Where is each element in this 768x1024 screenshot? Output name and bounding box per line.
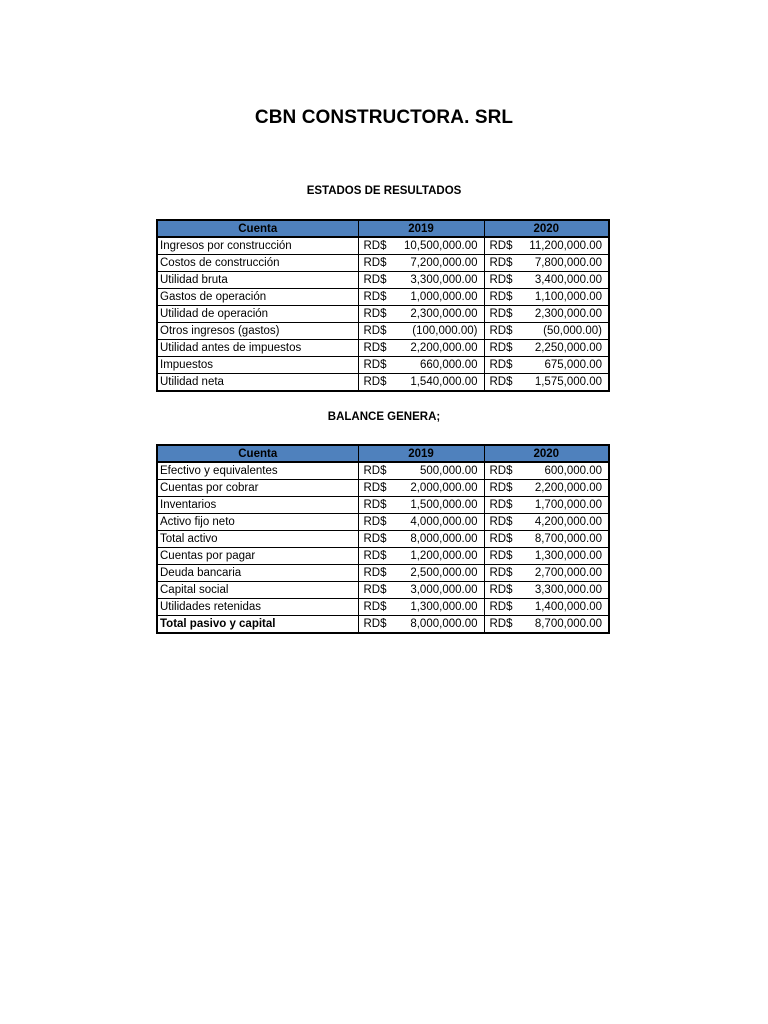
value-2019: 4,000,000.00	[398, 514, 484, 531]
value-2020: 2,200,000.00	[524, 480, 609, 497]
currency-2019: RD$	[358, 462, 398, 480]
value-2019: 2,500,000.00	[398, 565, 484, 582]
row-label: Cuentas por pagar	[157, 548, 358, 565]
value-2019: 1,500,000.00	[398, 497, 484, 514]
header-account: Cuenta	[157, 220, 358, 237]
row-label: Inventarios	[157, 497, 358, 514]
table-row	[157, 374, 609, 392]
value-2019: 1,000,000.00	[398, 289, 484, 306]
currency-2020: RD$	[484, 480, 524, 497]
table-row	[157, 323, 609, 340]
currency-2020: RD$	[484, 323, 524, 340]
currency-2019: RD$	[358, 582, 398, 599]
currency-2019: RD$	[358, 357, 398, 374]
table-row	[157, 340, 609, 357]
currency-2019: RD$	[358, 323, 398, 340]
currency-2020: RD$	[484, 582, 524, 599]
value-2020: 1,575,000.00	[524, 374, 609, 392]
value-2019: 500,000.00	[398, 462, 484, 480]
currency-2019: RD$	[358, 255, 398, 272]
row-label: Utilidad bruta	[157, 272, 358, 289]
income-statement-table	[156, 219, 610, 392]
currency-2020: RD$	[484, 616, 524, 634]
table-row	[157, 599, 609, 616]
currency-2020: RD$	[484, 237, 524, 255]
row-label: Otros ingresos (gastos)	[157, 323, 358, 340]
table-header-row	[157, 445, 609, 462]
value-2020: 1,300,000.00	[524, 548, 609, 565]
row-label: Impuestos	[157, 357, 358, 374]
row-label: Ingresos por construcción	[157, 237, 358, 255]
value-2019: 1,540,000.00	[398, 374, 484, 392]
value-2020: 3,300,000.00	[524, 582, 609, 599]
row-label: Total activo	[157, 531, 358, 548]
currency-2019: RD$	[358, 599, 398, 616]
currency-2019: RD$	[358, 514, 398, 531]
value-2020: 4,200,000.00	[524, 514, 609, 531]
row-label: Total pasivo y capital	[157, 616, 358, 634]
currency-2020: RD$	[484, 289, 524, 306]
income-statement-body	[157, 237, 609, 391]
header-year-2020: 2020	[484, 445, 609, 462]
value-2019: 8,000,000.00	[398, 531, 484, 548]
currency-2019: RD$	[358, 616, 398, 634]
currency-2020: RD$	[484, 565, 524, 582]
table-row	[157, 514, 609, 531]
value-2019: 3,300,000.00	[398, 272, 484, 289]
value-2020: 3,400,000.00	[524, 272, 609, 289]
value-2020: 11,200,000.00	[524, 237, 609, 255]
header-year-2020: 2020	[484, 220, 609, 237]
value-2020: 1,100,000.00	[524, 289, 609, 306]
currency-2020: RD$	[484, 462, 524, 480]
currency-2020: RD$	[484, 374, 524, 392]
row-label: Utilidades retenidas	[157, 599, 358, 616]
currency-2020: RD$	[484, 340, 524, 357]
currency-2020: RD$	[484, 306, 524, 323]
value-2020: 2,700,000.00	[524, 565, 609, 582]
value-2019: 8,000,000.00	[398, 616, 484, 634]
table-row	[157, 616, 609, 634]
currency-2019: RD$	[358, 340, 398, 357]
currency-2020: RD$	[484, 272, 524, 289]
table-header-row	[157, 220, 609, 237]
currency-2019: RD$	[358, 565, 398, 582]
table-row	[157, 289, 609, 306]
value-2019: (100,000.00)	[398, 323, 484, 340]
value-2019: 1,300,000.00	[398, 599, 484, 616]
currency-2019: RD$	[358, 548, 398, 565]
row-label: Utilidad antes de impuestos	[157, 340, 358, 357]
value-2020: 8,700,000.00	[524, 616, 609, 634]
balance-sheet-table	[156, 444, 610, 634]
table-row	[157, 357, 609, 374]
balance-sheet-title: BALANCE GENERA;	[327, 411, 441, 423]
table-row	[157, 531, 609, 548]
value-2019: 2,200,000.00	[398, 340, 484, 357]
currency-2020: RD$	[484, 255, 524, 272]
table-row	[157, 462, 609, 480]
currency-2019: RD$	[358, 531, 398, 548]
row-label: Utilidad de operación	[157, 306, 358, 323]
currency-2020: RD$	[484, 599, 524, 616]
currency-2020: RD$	[484, 531, 524, 548]
table-row	[157, 497, 609, 514]
table-row	[157, 582, 609, 599]
row-label: Costos de construcción	[157, 255, 358, 272]
row-label: Activo fijo neto	[157, 514, 358, 531]
value-2019: 10,500,000.00	[398, 237, 484, 255]
value-2020: 8,700,000.00	[524, 531, 609, 548]
table-row	[157, 237, 609, 255]
currency-2020: RD$	[484, 497, 524, 514]
currency-2019: RD$	[358, 306, 398, 323]
row-label: Deuda bancaria	[157, 565, 358, 582]
currency-2020: RD$	[484, 514, 524, 531]
value-2019: 3,000,000.00	[398, 582, 484, 599]
income-statement-title: ESTADOS DE RESULTADOS	[306, 185, 462, 197]
value-2019: 2,000,000.00	[398, 480, 484, 497]
value-2019: 1,200,000.00	[398, 548, 484, 565]
balance-sheet-body	[157, 462, 609, 633]
value-2020: 1,700,000.00	[524, 497, 609, 514]
currency-2019: RD$	[358, 289, 398, 306]
value-2020: 1,400,000.00	[524, 599, 609, 616]
table-row	[157, 548, 609, 565]
value-2019: 660,000.00	[398, 357, 484, 374]
currency-2019: RD$	[358, 374, 398, 392]
value-2020: 2,300,000.00	[524, 306, 609, 323]
value-2019: 2,300,000.00	[398, 306, 484, 323]
row-label: Capital social	[157, 582, 358, 599]
value-2020: (50,000.00)	[524, 323, 609, 340]
table-row	[157, 480, 609, 497]
table-row	[157, 565, 609, 582]
currency-2019: RD$	[358, 480, 398, 497]
currency-2019: RD$	[358, 272, 398, 289]
row-label: Gastos de operación	[157, 289, 358, 306]
header-account: Cuenta	[157, 445, 358, 462]
row-label: Efectivo y equivalentes	[157, 462, 358, 480]
currency-2019: RD$	[358, 237, 398, 255]
value-2020: 2,250,000.00	[524, 340, 609, 357]
page-title: CBN CONSTRUCTORA. SRL	[254, 107, 514, 128]
currency-2019: RD$	[358, 497, 398, 514]
value-2020: 600,000.00	[524, 462, 609, 480]
header-year-2019: 2019	[358, 220, 484, 237]
value-2019: 7,200,000.00	[398, 255, 484, 272]
row-label: Cuentas por cobrar	[157, 480, 358, 497]
currency-2020: RD$	[484, 548, 524, 565]
value-2020: 675,000.00	[524, 357, 609, 374]
row-label: Utilidad neta	[157, 374, 358, 392]
currency-2020: RD$	[484, 357, 524, 374]
table-row	[157, 272, 609, 289]
value-2020: 7,800,000.00	[524, 255, 609, 272]
table-row	[157, 255, 609, 272]
table-row	[157, 306, 609, 323]
header-year-2019: 2019	[358, 445, 484, 462]
